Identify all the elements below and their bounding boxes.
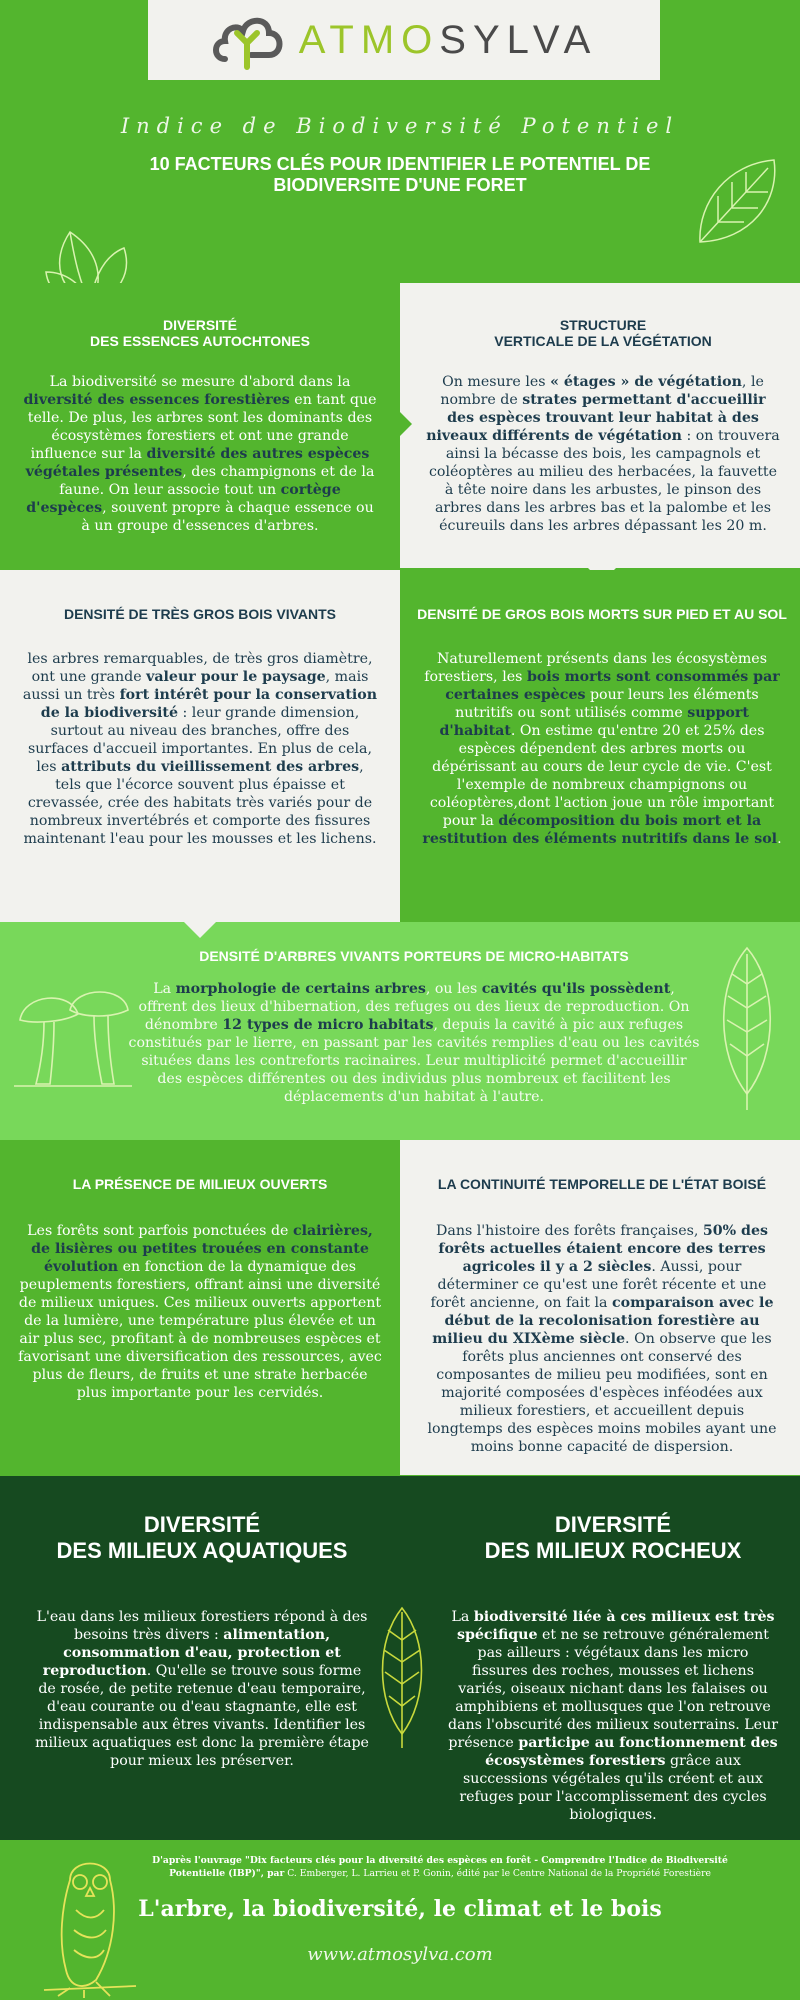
leaf-outline-icon [374,1604,430,1750]
website-link[interactable]: www.atmosylva.com [307,1944,493,1965]
section-text: La morphologie de certains arbres, ou les cavités qu'ils possèdent, offrent des lieux d'hibernation, des refuges ou des lieux de reproduction. On dénombre 12 types de micro habitats, depuis la cavité à pic aux refuges constitués par le lierre, en passant par les cavités remplies d'eau ou les cavités situées dans les contreforts racinaires. Leur multiplicité permet d'accueillir des espèces différentes ou des individus plus nombreux et facilitent les déplacements d'un habitat à l'autre. [128,981,700,1105]
section-title: STRUCTURE VERTICALE DE LA VÉGÉTATION [494,317,712,349]
section-title: LA CONTINUITÉ TEMPORELLE DE L'ÉTAT BOISÉ [437,1176,767,1192]
pointer-arrow [400,412,412,436]
section-title: LA PRÉSENCE DE MILIEUX OUVERTS [72,1176,328,1192]
page-subtitle: Indice de Biodiversité Potentiel [120,114,680,138]
logo[interactable] [148,0,660,80]
footer [0,1840,800,2000]
section-text: La biodiversité se mesure d'abord dans la diversité des essences forestières en tant que telle. De plus, les arbres sont les dominants des écosystèmes forestiers et ont une grande influence sur la diversité des autres espèces végétales présentes, des champignons et de la faune. On leur associe tout un cortège d'espèces, souvent propre à chaque essence ou à un groupe d'essences d'arbres. [23,374,377,534]
section-title: DIVERSITÉ DES MILIEUX ROCHEUX [484,1512,742,1563]
tagline: L'arbre, la biodiversité, le climat et le bois [138,1896,662,1922]
pointer-arrow [184,922,216,938]
section-title: DIVERSITÉ DES ESSENCES AUTOCHTONES [90,317,310,349]
header [0,0,800,270]
section-text: On mesure les « étages » de végétation, le nombre de strates permettant d'accueillir des espèces trouvant leur habitat à des niveaux différents de végétation : on trouvera ainsi la bécasse des bois, les campagnols et coléoptères au milieu des herbacées, la fauvette à tête noire dans les arbustes, le pinson des arbres dans les arbres bas et la palombe et les écureuils dans les arbres dépassant les 20 m. [426,374,780,534]
leaf-illustration-icon [688,152,788,252]
leaf-outline-icon [712,944,782,1114]
section-text: Naturellement présents dans les écosystèmes forestiers, les bois morts sont consommés par certaines espèces pour leurs les éléments nutritifs ou sont utilisés comme support d'habitat. On estime qu'entre 20 et 25% des espèces dépendent des arbres morts ou dépérissant au cours de leur cycle de vie. C'est l'exemple de nombreux champignons ou coléoptères,dont l'action joue un rôle important pour la décomposition du bois mort et la restitution des éléments nutritifs dans le sol. [422,651,782,847]
section-title: DENSITÉ DE TRÈS GROS BOIS VIVANTS [63,606,336,622]
logo-text: ATMOSYLVA [298,17,598,62]
section-text: L'eau dans les milieux forestiers répond à des besoins très divers : alimentation, consommation d'eau, protection et reproduction. Qu'elle se trouve sous forme de rosée, de petite retenue d'eau temporaire, d'eau courante ou d'eau stagnante, elle est indispensable aux êtres vivants. Identifier les milieux aquatiques est donc la première étape pour mieux les préserver. [35,1609,369,1769]
section-text: Les forêts sont parfois ponctuées de clairières, de lisières ou petites trouées en constante évolution en fonction de la dynamique des peuplements forestiers, offrant ainsi une diversité de milieux uniques. Ces milieux ouverts apportent de la lumière, une température plus élevée et un air plus sec, profitant à de nombreuses espèces et favorisant une diversification des ressources, avec plus de fleurs, de fruits et une strate herbacée plus importante pour les cervidés. [18,1223,382,1401]
section-rocky-habitats [400,1476,800,1840]
section-text: Dans l'histoire des forêts françaises, 50% des forêts actuelles étaient encore des terres agricoles il y a 2 siècles. Aussi, pour déterminer ce qu'est une forêt récente et une forêt ancienne, on fait la comparaison avec le début de la recolonisation forestière au milieu du XIXème siècle. On observe que les forêts plus anciennes ont conservé des composantes de milieu peu modifiées, sont en majorité composées d'espèces inféodées aux milieux forestiers, et accueillent depuis longtemps des espèces moins mobiles ayant une moins bonne capacité de dispersion. [427,1223,777,1455]
source-citation: D'après l'ouvrage "Dix facteurs clés pour la diversité des espèces en forêt - Comprendre l'Indice de Biodiversité Potentielle (IBP)", par C. Emberger, L. Larrieu et P. Gonin, édité par le Centre National de la Propriété Forestière [152,1855,728,1879]
section-title: DENSITÉ DE GROS BOIS MORTS SUR PIED ET AU SOL [417,606,787,622]
mushrooms-illustration-icon [14,980,134,1090]
tree-cloud-logo-icon [211,9,285,71]
section-text: La biodiversité liée à ces milieux est très spécifique et ne se retrouve généralement pas ailleurs : végétaux dans les micro fissures des roches, mousses et lichens variés, oiseaux nichant dans les falaises ou amphibiens et mollusques que l'on retrouve dans l'obscurité des milieux souterrains. Leur présence participe au fonctionnement des écosystèmes forestiers grâce aux successions végétales qu'ils créent et aux refuges pour l'accomplissement des cycles biologiques. [448,1609,778,1823]
section-large-dead-wood [404,570,800,922]
section-text: les arbres remarquables, de très gros diamètre, ont une grande valeur pour le paysage, mais aussi un très fort intérêt pour la conservation de la biodiversité : leur grande dimension, surtout au niveau des branches, offre des surfaces d'accueil importantes. En plus de cela, les attributs du vieillissement des arbres, tels que l'écorce souvent plus épaisse et crevassée, crée des habitats très variés pour de nombreux invertébrés et comporte des fissures maintenant l'eau pour les mousses et les lichens. [22,651,378,847]
page-title: 10 FACTEURS CLÉS POUR IDENTIFIER LE POTENTIEL DE BIODIVERSITE D'UNE FORET [149,154,651,195]
section-very-large-living-trees [0,570,400,922]
section-vertical-structure [400,283,800,568]
section-temporal-continuity [400,1140,800,1475]
owl-illustration-icon [40,1850,140,2000]
section-title: DENSITÉ D'ARBRES VIVANTS PORTEURS DE MICRO-HABITATS [199,948,629,964]
section-native-species [0,283,400,568]
section-open-habitats [0,1140,400,1475]
section-aquatic-habitats [0,1476,400,1840]
section-title: DIVERSITÉ DES MILIEUX AQUATIQUES [56,1512,348,1563]
